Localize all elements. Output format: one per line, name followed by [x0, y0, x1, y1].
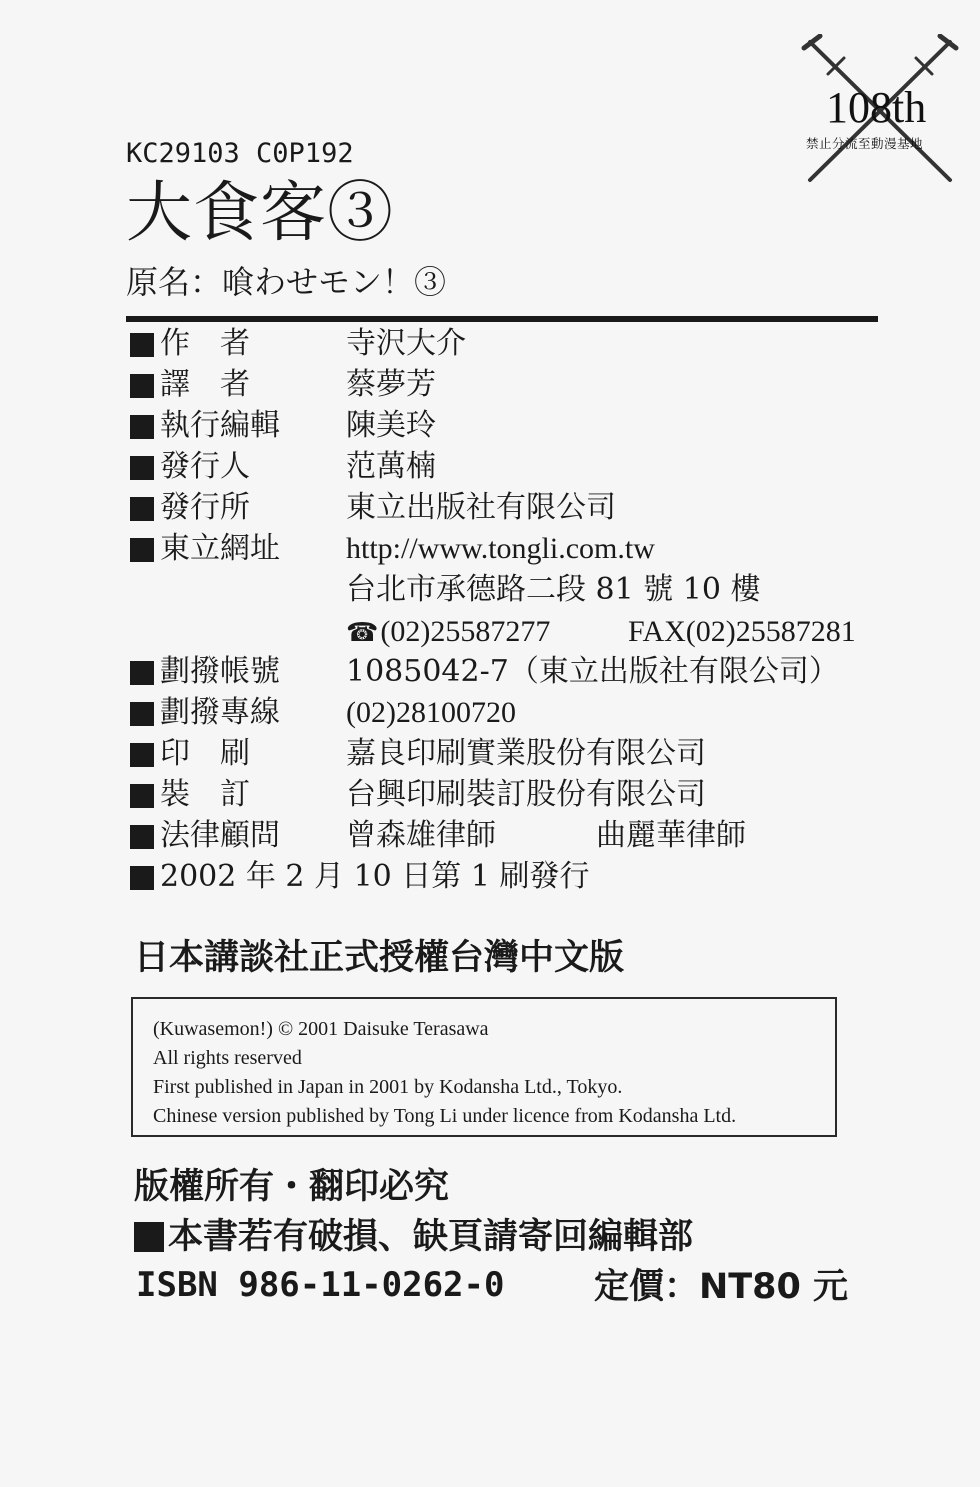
watermark-subtitle: 禁止分流至動漫基地	[806, 136, 924, 151]
credit-label: 發行所	[160, 490, 250, 525]
copyright-line: Chinese version published by Tong Li under licence from Kodansha Ltd.	[153, 1105, 737, 1127]
credit-value: 1085042-7（東立出版社有限公司）	[346, 654, 839, 689]
bullet-square	[130, 374, 154, 398]
telephone-icon: ☎	[346, 618, 379, 647]
bullet-square	[130, 825, 154, 849]
bullet-square	[130, 743, 154, 767]
credit-value: 蔡夢芳	[346, 367, 436, 402]
bullet-square	[130, 702, 154, 726]
credit-label: 劃撥專線	[160, 695, 280, 730]
original-title: 原名：喰わせモン！③	[126, 263, 447, 301]
credit-label: 法律顧問	[160, 818, 280, 853]
book-title: 大食客③	[126, 174, 394, 251]
isbn: ISBN 986-11-0262-0	[136, 1265, 505, 1305]
credit-value-2: 曲麗華律師	[596, 818, 746, 853]
watermark-logo	[800, 34, 960, 184]
credit-label: 譯 者	[160, 367, 250, 402]
bullet-square	[134, 1222, 164, 1252]
credit-value: 嘉良印刷實業股份有限公司	[346, 736, 706, 771]
bullet-square	[130, 784, 154, 808]
bullet-square	[130, 497, 154, 521]
credit-label: 印 刷	[160, 736, 250, 771]
bullet-square	[130, 415, 154, 439]
credit-value: 曾森雄律師	[346, 818, 496, 853]
notice-text: 本書若有破損、缺頁請寄回編輯部	[168, 1217, 694, 1257]
credit-label: 作 者	[160, 326, 250, 361]
copyright-line: All rights reserved	[153, 1047, 302, 1069]
price: 定價：NT80 元	[594, 1267, 849, 1307]
publish-date: 2002 年 2 月 10 日第 1 刷發行	[160, 859, 590, 894]
product-codes: KC29103 C0P192	[126, 138, 354, 169]
authorization-statement: 日本講談社正式授權台灣中文版	[134, 938, 625, 978]
credit-value: 范萬楠	[346, 449, 436, 484]
copyright-box	[131, 997, 837, 1137]
credit-value: (02)28100720	[346, 696, 516, 729]
credit-label: 劃撥帳號	[160, 654, 280, 689]
credit-value: 寺沢大介	[346, 326, 466, 361]
copyright-line: First published in Japan in 2001 by Kodansha Ltd., Tokyo.	[153, 1076, 623, 1098]
rights-statement: 版權所有・翻印必究	[134, 1167, 450, 1207]
bullet-square	[130, 538, 154, 562]
phone-number: (02)25587277	[380, 615, 551, 648]
credit-value: 台興印刷裝訂股份有限公司	[346, 777, 706, 812]
address: 台北市承德路二段 81 號 10 樓	[346, 572, 761, 607]
credit-value: 陳美玲	[346, 408, 436, 443]
title-rule	[126, 316, 878, 322]
copyright-line: (Kuwasemon!) © 2001 Daisuke Terasawa	[153, 1018, 489, 1040]
credit-label: 東立網址	[160, 531, 280, 566]
bullet-square	[130, 333, 154, 357]
bullet-square	[130, 661, 154, 685]
phone-line	[346, 612, 550, 653]
watermark-number: 108th	[826, 83, 927, 132]
bullet-square	[130, 456, 154, 480]
credit-label: 裝 訂	[160, 777, 250, 812]
credit-value: 東立出版社有限公司	[346, 490, 616, 525]
credit-label: 執行編輯	[160, 408, 280, 443]
credit-label: 發行人	[160, 449, 250, 484]
bullet-square	[130, 866, 154, 890]
damage-notice	[134, 1214, 693, 1260]
fax-number: FAX(02)25587281	[628, 615, 856, 648]
website-link[interactable]: http://www.tongli.com.tw	[346, 532, 655, 565]
